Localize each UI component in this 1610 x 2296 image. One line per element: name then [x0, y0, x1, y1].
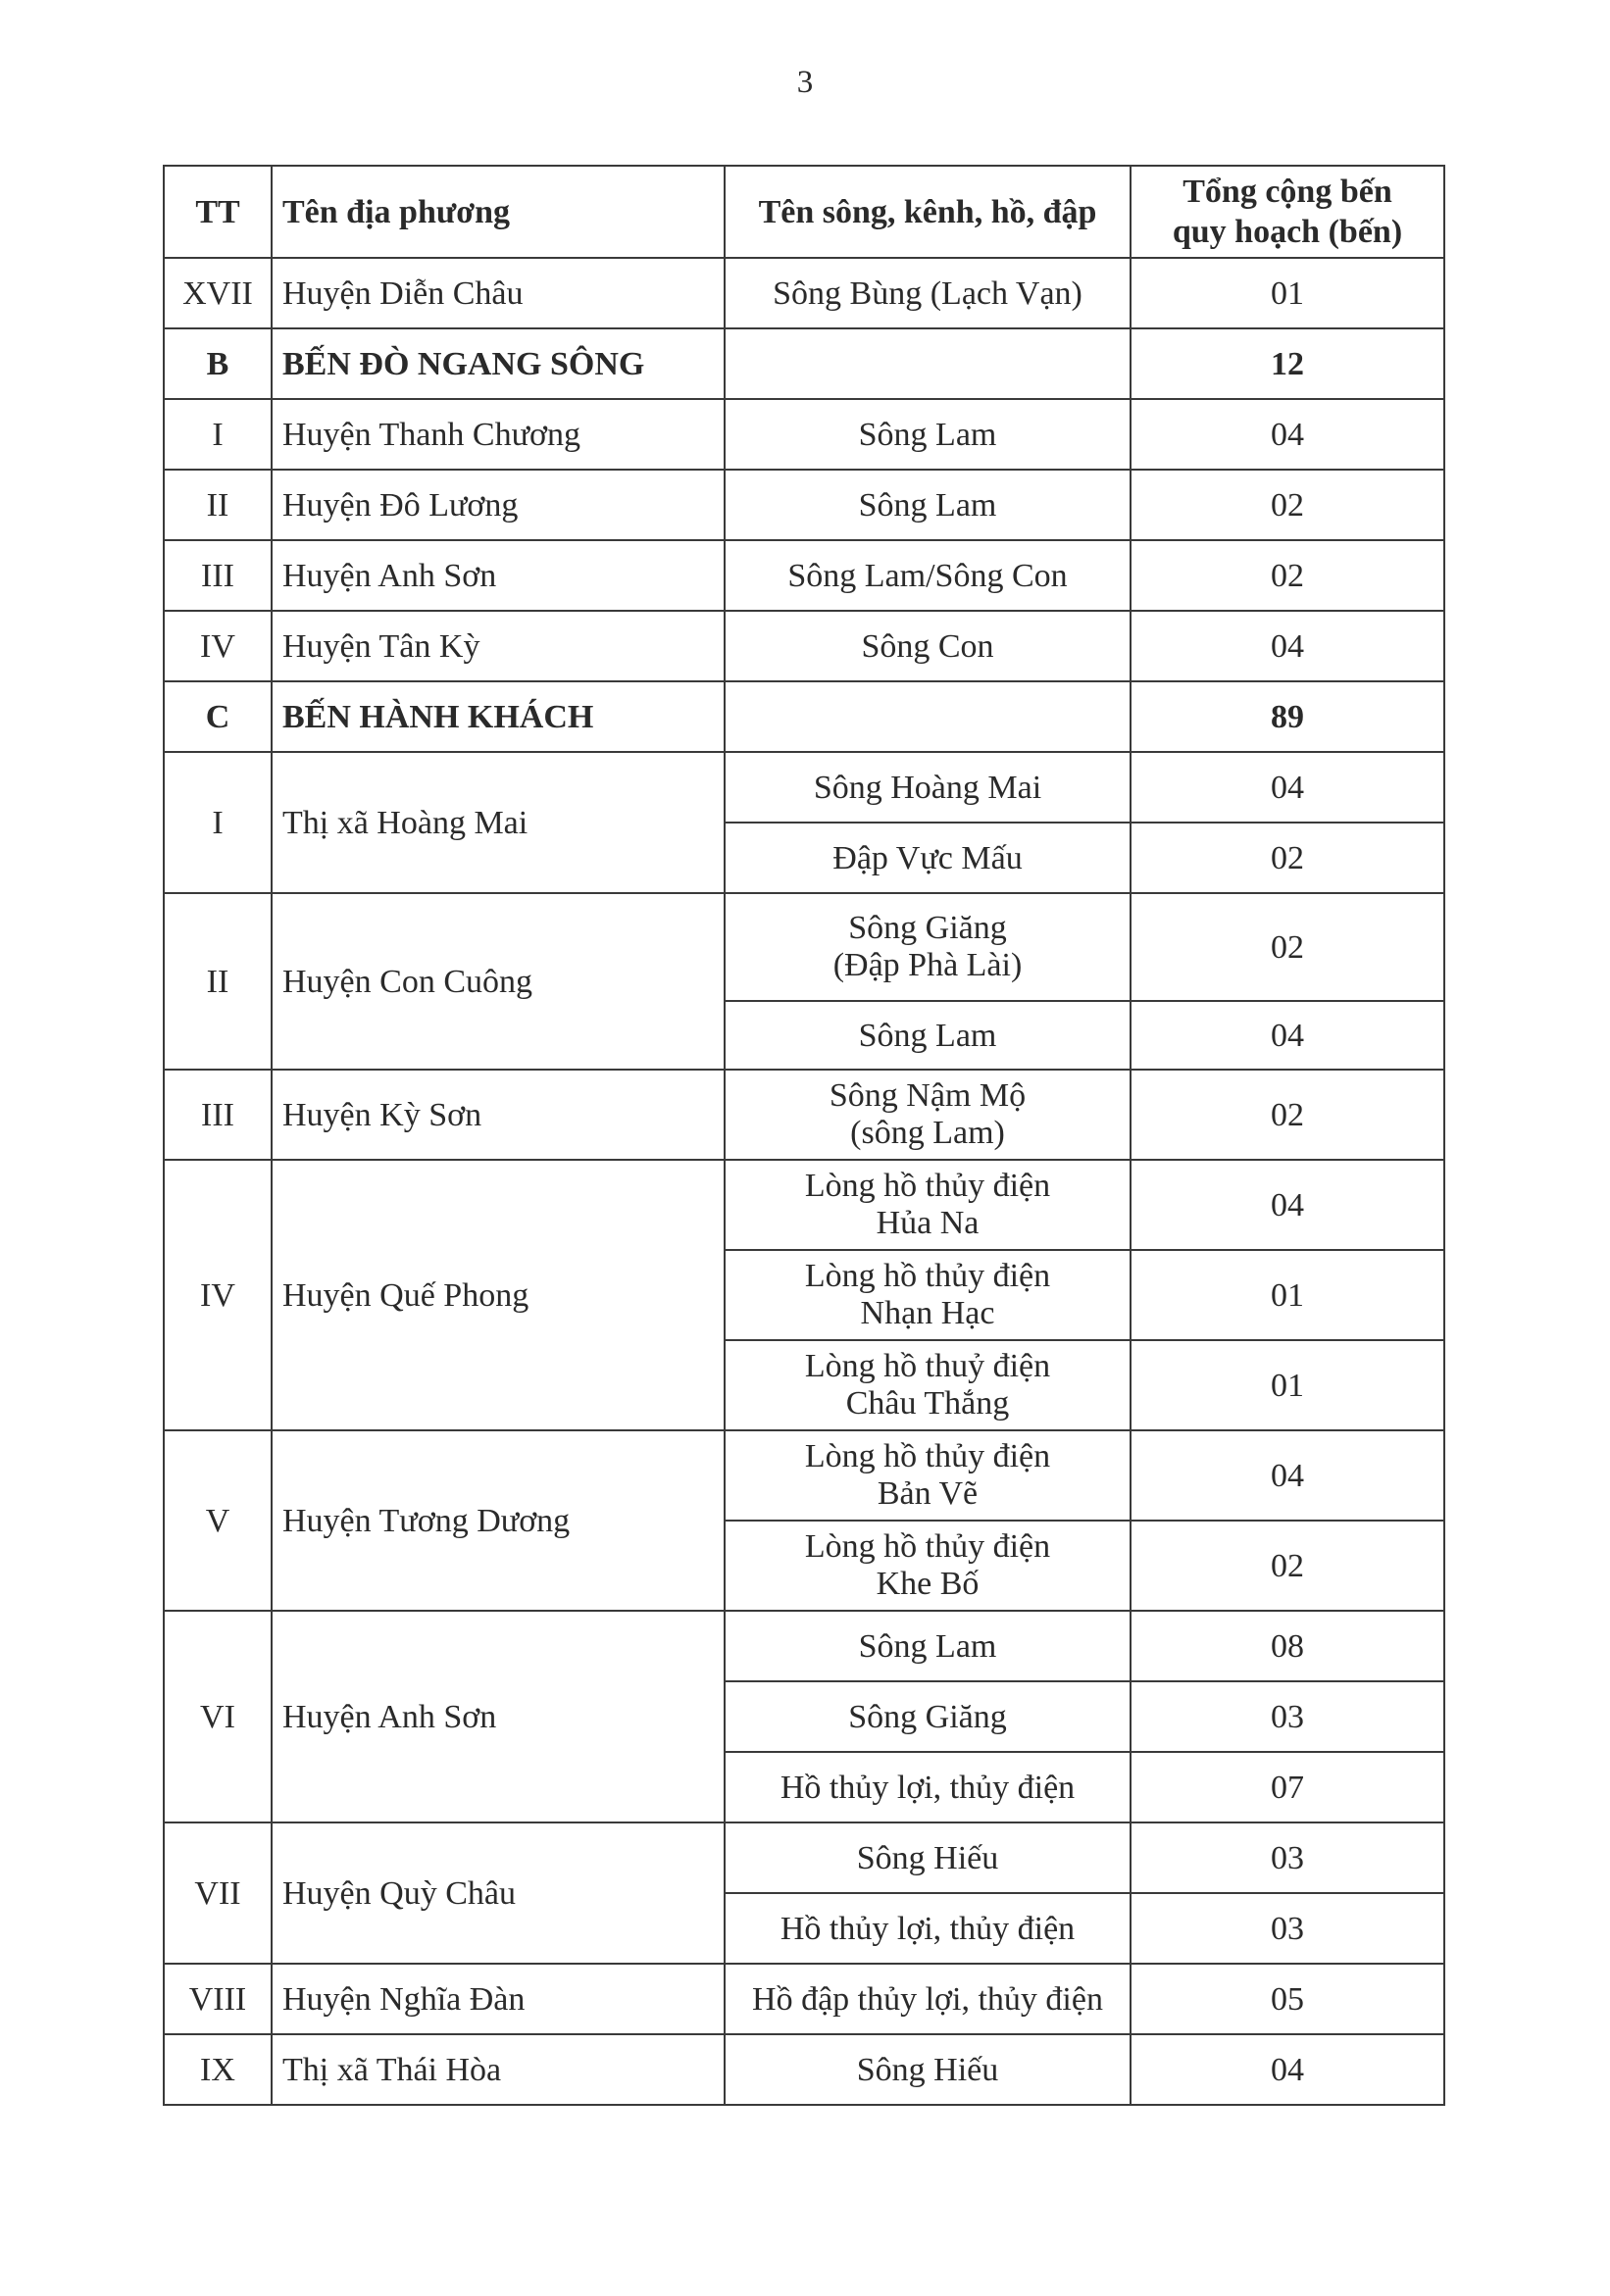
- row-waterway: [725, 399, 1131, 470]
- waterway-line: Hồ thủy lợi, thủy điện: [780, 1769, 1076, 1806]
- header-waterway: Tên sông, kênh, hồ, đập: [725, 166, 1131, 258]
- waterway-line: Lòng hồ thủy điện: [804, 1528, 1051, 1565]
- row-waterway: [725, 1250, 1131, 1340]
- waterway-line: Lòng hồ thuỷ điện: [804, 1348, 1051, 1384]
- row-tt: IV: [164, 1160, 272, 1430]
- row-total: 02: [1131, 1070, 1444, 1160]
- row-waterway: [725, 540, 1131, 611]
- row-tt: XVII: [164, 258, 272, 328]
- section-title: BẾN ĐÒ NGANG SÔNG: [272, 328, 725, 399]
- row-total: 02: [1131, 893, 1444, 1001]
- row-total: 07: [1131, 1752, 1444, 1822]
- row-locality: Huyện Diễn Châu: [272, 258, 725, 328]
- row-tt: III: [164, 540, 272, 611]
- table-body: [164, 258, 1444, 2105]
- row-locality: Huyện Tương Dương: [272, 1430, 725, 1611]
- row-waterway: [725, 1521, 1131, 1611]
- row-total: 05: [1131, 1964, 1444, 2034]
- waterway-line: Sông Hiếu: [856, 1839, 999, 1876]
- row-total: 03: [1131, 1681, 1444, 1752]
- row-locality: Huyện Con Cuông: [272, 893, 725, 1070]
- row-total: 03: [1131, 1822, 1444, 1893]
- row-total: 01: [1131, 1340, 1444, 1430]
- row-tt: III: [164, 1070, 272, 1160]
- row-waterway: [725, 893, 1131, 1001]
- waterway-line: Sông Giăng: [848, 910, 1007, 946]
- row-tt: VIII: [164, 1964, 272, 2034]
- row-waterway: [725, 1964, 1131, 2034]
- waterway-line: (sông Lam): [850, 1115, 1005, 1151]
- section-total: 12: [1131, 328, 1444, 399]
- waterway-line: Sông Bùng (Lạch Vạn): [773, 275, 1082, 312]
- table-row: [164, 399, 1444, 470]
- waterway-line: Sông Nậm Mộ: [829, 1077, 1027, 1114]
- waterway-line: Lòng hồ thủy điện: [804, 1168, 1051, 1204]
- row-waterway: [725, 1430, 1131, 1521]
- row-locality: Huyện Thanh Chương: [272, 399, 725, 470]
- waterway-line: Sông Con: [861, 627, 994, 665]
- row-locality: Huyện Quỳ Châu: [272, 1822, 725, 1964]
- row-locality: Huyện Kỳ Sơn: [272, 1070, 725, 1160]
- row-waterway: [725, 470, 1131, 540]
- section-code: B: [164, 328, 272, 399]
- table-row: [164, 540, 1444, 611]
- row-total: 02: [1131, 823, 1444, 893]
- waterway-line: Sông Lam/Sông Con: [787, 557, 1068, 594]
- row-waterway: [725, 611, 1131, 681]
- waterway-line: Lòng hồ thủy điện: [804, 1438, 1051, 1474]
- waterway-line: Sông Hiếu: [856, 2051, 999, 2088]
- row-total: 02: [1131, 540, 1444, 611]
- row-total: 04: [1131, 1160, 1444, 1250]
- row-locality: Huyện Tân Kỳ: [272, 611, 725, 681]
- page-number: 3: [796, 65, 814, 100]
- table-row: [164, 1822, 1444, 1893]
- header-total-line-1: Tổng cộng bến: [1182, 174, 1392, 210]
- row-tt: II: [164, 470, 272, 540]
- waterway-line: Đập Vực Mấu: [832, 839, 1023, 876]
- row-waterway: [725, 2034, 1131, 2105]
- table-row: [164, 611, 1444, 681]
- row-total: 04: [1131, 611, 1444, 681]
- header-total: [1131, 166, 1444, 258]
- row-locality: Thị xã Hoàng Mai: [272, 752, 725, 893]
- section-waterway-empty: [725, 328, 1131, 399]
- row-tt: IX: [164, 2034, 272, 2105]
- waterway-line: Sông Giăng: [848, 1698, 1007, 1735]
- table-row: [164, 1611, 1444, 1681]
- section-code: C: [164, 681, 272, 752]
- waterway-line: Lòng hồ thủy điện: [804, 1258, 1051, 1294]
- section-waterway-empty: [725, 681, 1131, 752]
- waterway-line: Châu Thắng: [845, 1385, 1010, 1422]
- row-locality: Thị xã Thái Hòa: [272, 2034, 725, 2105]
- waterway-line: Nhạn Hạc: [860, 1295, 995, 1331]
- table-row: [164, 893, 1444, 1001]
- row-total: 03: [1131, 1893, 1444, 1964]
- row-waterway: [725, 1070, 1131, 1160]
- row-total: 02: [1131, 1521, 1444, 1611]
- row-waterway: [725, 1681, 1131, 1752]
- row-waterway: [725, 1752, 1131, 1822]
- row-tt: I: [164, 752, 272, 893]
- row-total: 08: [1131, 1611, 1444, 1681]
- row-waterway: [725, 1340, 1131, 1430]
- waterway-line: Hủa Na: [876, 1205, 980, 1241]
- row-waterway: [725, 1160, 1131, 1250]
- header-total-line-2: quy hoạch (bến): [1172, 214, 1403, 250]
- waterway-line: Bản Vẽ: [877, 1475, 979, 1512]
- waterway-line: Sông Lam: [858, 486, 997, 524]
- row-waterway: [725, 1893, 1131, 1964]
- row-waterway: [725, 1611, 1131, 1681]
- row-tt: I: [164, 399, 272, 470]
- ferry-terminal-table: [163, 165, 1445, 2106]
- row-waterway: [725, 1822, 1131, 1893]
- section-row: [164, 681, 1444, 752]
- waterway-line: Sông Lam: [858, 416, 997, 453]
- row-waterway: [725, 823, 1131, 893]
- row-total: 01: [1131, 1250, 1444, 1340]
- header-tt: TT: [164, 166, 272, 258]
- row-total: 04: [1131, 2034, 1444, 2105]
- row-tt: VI: [164, 1611, 272, 1822]
- table-row: [164, 1160, 1444, 1250]
- table-row: [164, 1070, 1444, 1160]
- row-tt: VII: [164, 1822, 272, 1964]
- row-tt: IV: [164, 611, 272, 681]
- row-waterway: [725, 752, 1131, 823]
- waterway-line: Hồ thủy lợi, thủy điện: [780, 1910, 1076, 1947]
- row-locality: Huyện Quế Phong: [272, 1160, 725, 1430]
- row-locality: Huyện Anh Sơn: [272, 1611, 725, 1822]
- row-total: 02: [1131, 470, 1444, 540]
- table-row: [164, 1430, 1444, 1521]
- table-row: [164, 470, 1444, 540]
- waterway-line: Sông Lam: [858, 1017, 997, 1054]
- row-total: 04: [1131, 399, 1444, 470]
- waterway-line: Hồ đập thủy lợi, thủy điện: [752, 1980, 1103, 2018]
- table-row: [164, 2034, 1444, 2105]
- row-total: 01: [1131, 258, 1444, 328]
- table-row: [164, 1964, 1444, 2034]
- table-header-row: [164, 166, 1444, 258]
- waterway-line: (Đập Phà Lài): [832, 947, 1023, 983]
- row-waterway: [725, 1001, 1131, 1070]
- header-locality: Tên địa phương: [272, 166, 725, 258]
- table-row: [164, 258, 1444, 328]
- row-total: 04: [1131, 1430, 1444, 1521]
- row-total: 04: [1131, 752, 1444, 823]
- waterway-line: Sông Lam: [858, 1627, 997, 1665]
- section-row: [164, 328, 1444, 399]
- row-locality: Huyện Anh Sơn: [272, 540, 725, 611]
- waterway-line: Sông Hoàng Mai: [813, 769, 1042, 806]
- waterway-line: Khe Bố: [876, 1566, 980, 1602]
- table-row: [164, 752, 1444, 823]
- row-waterway: [725, 258, 1131, 328]
- row-total: 04: [1131, 1001, 1444, 1070]
- section-total: 89: [1131, 681, 1444, 752]
- row-tt: V: [164, 1430, 272, 1611]
- row-locality: Huyện Nghĩa Đàn: [272, 1964, 725, 2034]
- section-title: BẾN HÀNH KHÁCH: [272, 681, 725, 752]
- row-locality: Huyện Đô Lương: [272, 470, 725, 540]
- row-tt: II: [164, 893, 272, 1070]
